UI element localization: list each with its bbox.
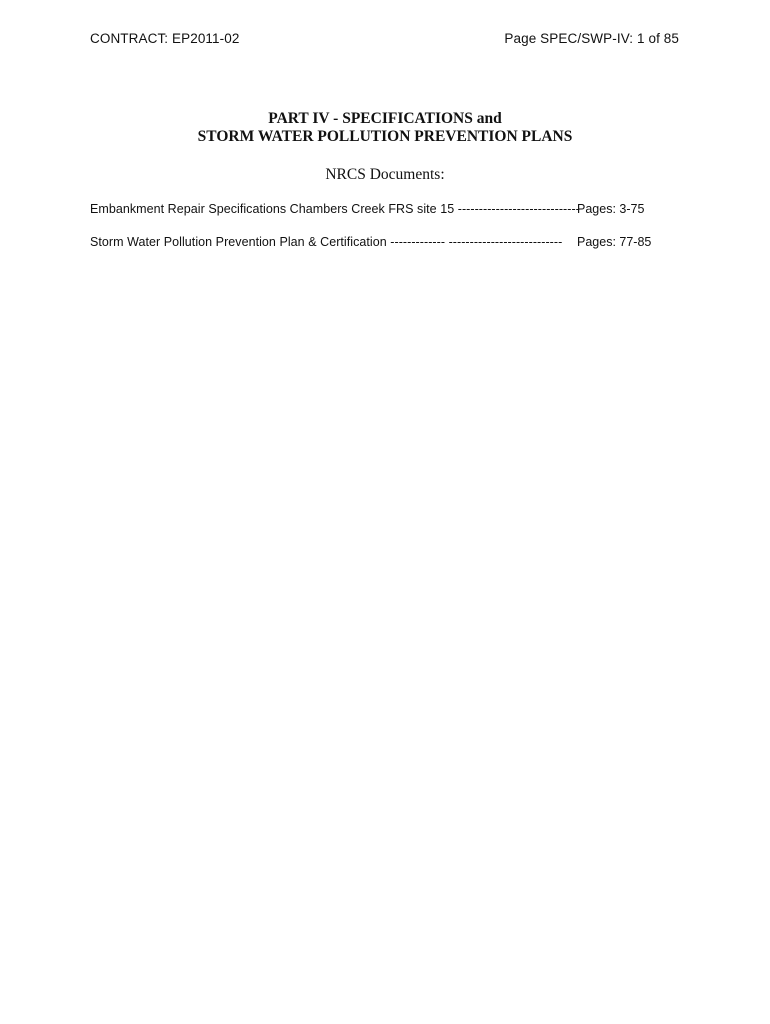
- toc-pages-swppp: Pages: 77-85: [577, 235, 652, 249]
- section-subtitle: NRCS Documents:: [325, 166, 445, 183]
- toc-pages-embankment: Pages: 3-75: [577, 202, 645, 216]
- page-reference: Page SPEC/SWP-IV: 1 of 85: [504, 31, 679, 46]
- title-line-2: STORM WATER POLLUTION PREVENTION PLANS: [197, 128, 573, 145]
- toc-entry-swppp: Storm Water Pollution Prevention Plan & Certification ------------- ---------------------------: [90, 235, 563, 249]
- contract-number: CONTRACT: EP2011-02: [90, 31, 240, 46]
- document-title: [0, 110, 770, 146]
- toc-entry-embankment: Embankment Repair Specifications Chambers Creek FRS site 15 -----------------------------: [90, 202, 580, 216]
- title-line-1: PART IV - SPECIFICATIONS and: [268, 110, 502, 127]
